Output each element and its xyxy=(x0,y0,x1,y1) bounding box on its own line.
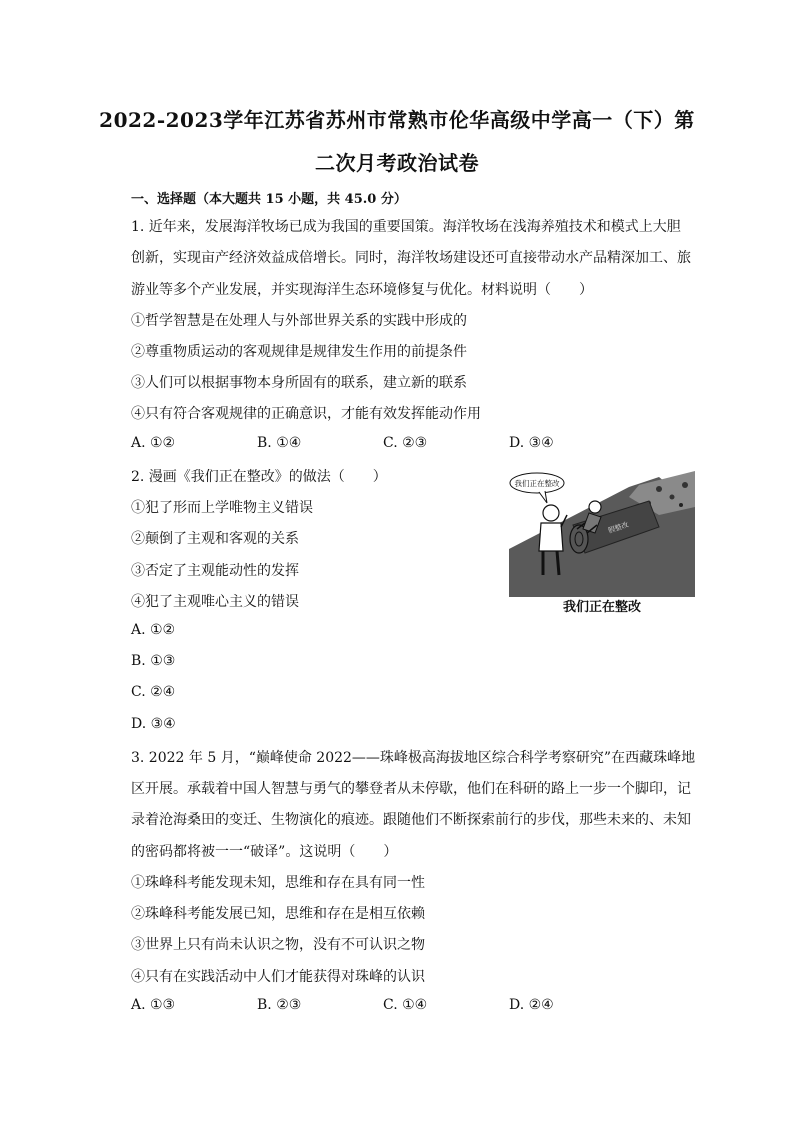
q2-option-a[interactable]: A. ①② xyxy=(131,622,176,638)
cartoon-image xyxy=(509,467,695,615)
q3-item-4: ④只有在实践活动中人们才能获得对珠峰的认识 xyxy=(131,969,425,985)
q3-options xyxy=(131,997,691,1017)
q1-item-1: ①哲学智慧是在处理人与外部世界关系的实践中形成的 xyxy=(131,313,467,329)
q1-stem-line-1: 1. 近年来，发展海洋牧场已成为我国的重要国策。海洋牧场在浅海养殖技术和模式上大胆 xyxy=(131,219,681,235)
q2-option-b[interactable]: B. ①③ xyxy=(131,653,176,669)
q2-item-4: ④犯了主观唯心主义的错误 xyxy=(131,594,299,610)
q1-stem-line-2: 创新，实现亩产经济效益成倍增长。同时，海洋牧场建设还可直接带动水产品精深加工、旅 xyxy=(131,250,691,266)
q3-item-2: ②珠峰科考能发展已知，思维和存在是相互依赖 xyxy=(131,906,425,922)
cartoon-drawing xyxy=(509,467,695,597)
rubble-stone xyxy=(670,495,675,500)
q2-option-c[interactable]: C. ②④ xyxy=(131,684,176,700)
q1-option-d[interactable]: D. ③④ xyxy=(509,435,554,451)
cartoon-caption: 我们正在整改 xyxy=(562,600,641,615)
q3-stem-line-4: 的密码都将被一一“破译”。这说明（ ） xyxy=(131,844,398,860)
q3-stem-line-3: 录着沧海桑田的变迁、生物演化的痕迹。跟随他们不断探索前行的步伐，那些未来的、未知 xyxy=(131,812,691,828)
q2-item-3: ③否定了主观能动性的发挥 xyxy=(131,563,299,579)
q2-item-1: ①犯了形而上学唯物主义错误 xyxy=(131,500,313,516)
man-body xyxy=(539,523,563,551)
q3-item-1: ①珠峰科考能发现未知，思维和存在具有同一性 xyxy=(131,875,425,891)
q3-option-b[interactable]: B. ②③ xyxy=(257,997,302,1013)
q3-option-d[interactable]: D. ②④ xyxy=(509,997,554,1013)
man-head xyxy=(543,505,559,521)
q1-item-3: ③人们可以根据事物本身所固有的联系，建立新的联系 xyxy=(131,375,467,391)
worker-head xyxy=(589,501,601,513)
q1-stem-line-3: 游业等多个产业发展，并实现海洋生态环境修复与优化。材料说明（ ） xyxy=(131,282,593,298)
q3-stem-line-1: 3. 2022 年 5 月，“巅峰使命 2022——珠峰极高海拔地区综合科学考察研究”在西藏珠峰地 xyxy=(131,750,696,766)
rubble-stone xyxy=(682,482,688,488)
q1-options xyxy=(131,435,691,455)
speech-bubble-tail xyxy=(539,491,547,503)
speech-text: 我们正在整改 xyxy=(514,479,560,488)
q2-stem: 2. 漫画《我们正在整改》的做法（ ） xyxy=(131,469,387,485)
section-header: 一、选择题（本大题共 15 小题，共 45.0 分） xyxy=(131,192,407,207)
q2-option-d[interactable]: D. ③④ xyxy=(131,716,176,732)
q3-option-c[interactable]: C. ①④ xyxy=(383,997,428,1013)
q2-item-2: ②颠倒了主观和客观的关系 xyxy=(131,531,299,547)
q1-option-c[interactable]: C. ②③ xyxy=(383,435,428,451)
q1-option-b[interactable]: B. ①④ xyxy=(257,435,302,451)
q1-item-2: ②尊重物质运动的客观规律是规律发生作用的前提条件 xyxy=(131,344,467,360)
q3-stem-line-2: 区开展。承载着中国人智慧与勇气的攀登者从未停歇，他们在科研的路上一步一个脚印，记 xyxy=(131,781,691,797)
carpet-label: 假整改 xyxy=(607,520,630,535)
exam-title-line-2: 二次月考政治试卷 xyxy=(315,151,479,175)
exam-title-line-1: 2022-2023学年江苏省苏州市常熟市伦华高级中学高一（下）第 xyxy=(99,108,695,132)
rubble-stone xyxy=(679,503,683,507)
q3-option-a[interactable]: A. ①③ xyxy=(131,997,176,1013)
q1-item-4: ④只有符合客观规律的正确意识，才能有效发挥能动作用 xyxy=(131,406,481,422)
q3-item-3: ③世界上只有尚未认识之物，没有不可认识之物 xyxy=(131,937,425,953)
rubble-stone xyxy=(656,486,662,492)
q1-option-a[interactable]: A. ①② xyxy=(131,435,176,451)
